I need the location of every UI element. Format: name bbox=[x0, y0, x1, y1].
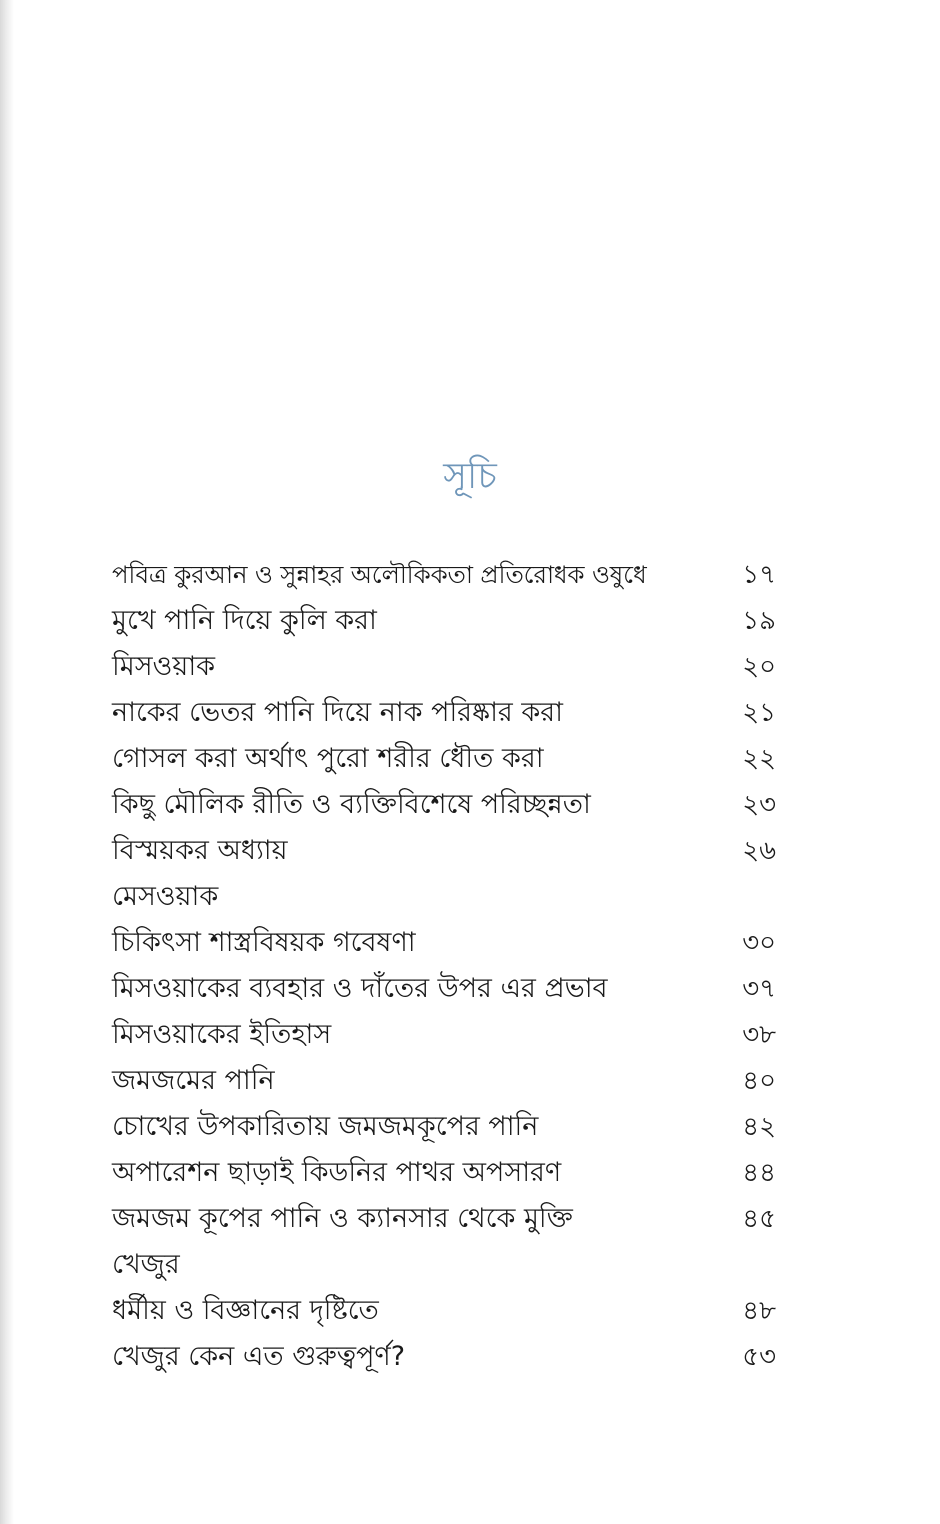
toc-entry-page: ৪৪ bbox=[742, 1158, 776, 1188]
toc-entry[interactable] bbox=[112, 598, 776, 644]
toc-entry-page: ৫৩ bbox=[742, 1342, 776, 1372]
toc-entry-title: খেজুর bbox=[112, 1249, 180, 1280]
toc-entry-title: মিসওয়াকের ব্যবহার ও দাঁতের উপর এর প্রভাব bbox=[112, 973, 608, 1004]
toc-entry-page: ২২ bbox=[742, 744, 776, 774]
toc-entry-page: ১৭ bbox=[742, 560, 776, 590]
toc-entry-title: মেসওয়াক bbox=[112, 881, 219, 912]
toc-entry[interactable] bbox=[112, 1150, 776, 1196]
toc-entry-page: ২৩ bbox=[742, 790, 776, 820]
toc-entry-title: কিছু মৌলিক রীতি ও ব্যক্তিবিশেষে পরিচ্ছন্নতা bbox=[112, 789, 591, 820]
toc-entry-page: ৩৭ bbox=[742, 974, 776, 1004]
toc-entry[interactable] bbox=[112, 644, 776, 690]
toc-entry-page: ৪২ bbox=[742, 1112, 776, 1142]
toc-entry-page: ৩০ bbox=[742, 928, 776, 958]
toc-entry-page: ৩৮ bbox=[742, 1020, 776, 1050]
toc-entry-title: ধর্মীয় ও বিজ্ঞানের দৃষ্টিতে bbox=[112, 1295, 379, 1326]
toc-entry-page: ২৬ bbox=[742, 836, 776, 866]
toc-entry-page: ২০ bbox=[742, 652, 776, 682]
toc-entry-page: ৪৮ bbox=[742, 1296, 776, 1326]
toc-section-heading[interactable] bbox=[112, 874, 776, 920]
toc-entry-title: জমজমের পানি bbox=[112, 1065, 275, 1096]
toc-entry[interactable] bbox=[112, 1058, 776, 1104]
toc-entry[interactable] bbox=[112, 782, 776, 828]
toc-entry-title: খেজুর কেন এত গুরুত্বপূর্ণ? bbox=[112, 1341, 406, 1372]
toc-entry-page: ১৯ bbox=[742, 606, 776, 636]
toc-entry-title: মিসওয়াকের ইতিহাস bbox=[112, 1019, 332, 1050]
toc-entry-title: পবিত্র কুরআন ও সুন্নাহর অলৌকিকতা প্রতিরোধক ওষুধে bbox=[112, 560, 647, 589]
toc-entry[interactable] bbox=[112, 966, 776, 1012]
toc-entry-title: মিসওয়াক bbox=[112, 651, 216, 682]
page-title: সূচি bbox=[443, 456, 497, 497]
toc-entry[interactable] bbox=[112, 690, 776, 736]
toc-entry-title: গোসল করা অর্থাৎ পুরো শরীর ধৌত করা bbox=[112, 743, 544, 774]
toc-entry[interactable] bbox=[112, 1012, 776, 1058]
toc-entry-title: চোখের উপকারিতায় জমজমকূপের পানি bbox=[112, 1111, 539, 1142]
toc-entry-page: ২১ bbox=[742, 698, 776, 728]
toc-section-heading[interactable] bbox=[112, 1242, 776, 1288]
toc-entry[interactable] bbox=[112, 1288, 776, 1334]
table-of-contents bbox=[112, 552, 776, 1380]
toc-entry-title: মুখে পানি দিয়ে কুলি করা bbox=[112, 605, 377, 636]
toc-entry[interactable] bbox=[112, 1334, 776, 1380]
toc-entry[interactable] bbox=[112, 736, 776, 782]
toc-entry-page: ৪৫ bbox=[742, 1204, 776, 1234]
toc-entry[interactable] bbox=[112, 920, 776, 966]
toc-entry-title: চিকিৎসা শাস্ত্রবিষয়ক গবেষণা bbox=[112, 927, 416, 958]
toc-entry-title: জমজম কূপের পানি ও ক্যানসার থেকে মুক্তি bbox=[112, 1203, 573, 1234]
toc-entry-title: নাকের ভেতর পানি দিয়ে নাক পরিষ্কার করা bbox=[112, 697, 563, 728]
toc-entry[interactable] bbox=[112, 1104, 776, 1150]
toc-entry[interactable] bbox=[112, 1196, 776, 1242]
toc-entry[interactable] bbox=[112, 552, 776, 598]
toc-entry-title: অপারেশন ছাড়াই কিডনির পাথর অপসারণ bbox=[112, 1157, 562, 1188]
toc-entry[interactable] bbox=[112, 828, 776, 874]
toc-entry-title: বিস্ময়কর অধ্যায় bbox=[112, 835, 288, 866]
toc-entry-page: ৪০ bbox=[742, 1066, 776, 1096]
page-edge-shadow bbox=[0, 0, 14, 1524]
